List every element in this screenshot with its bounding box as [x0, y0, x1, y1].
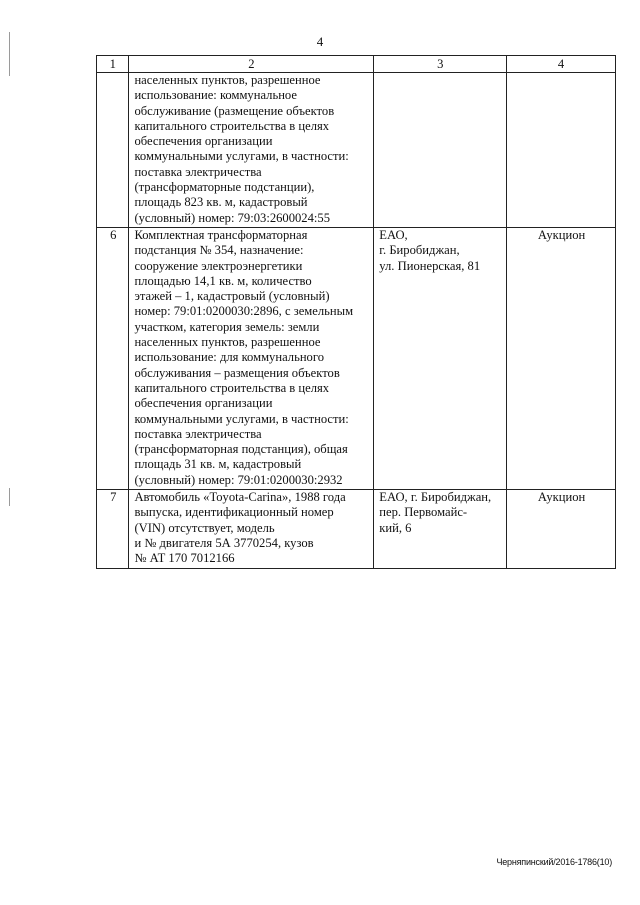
description-line: использование: коммунальное: [134, 88, 297, 103]
description-cell: [129, 490, 374, 568]
description-line: поставка электричества: [134, 164, 262, 179]
table-row: [97, 73, 616, 228]
description-line: участком, категория земель: земли: [134, 319, 320, 334]
scan-margin-mark: [9, 488, 10, 506]
description-line: капитального строительства в целях: [134, 118, 330, 133]
description-line: этажей – 1, кадастровый (условный): [134, 289, 330, 304]
table-body: [97, 73, 616, 569]
sale-method-cell: [507, 73, 616, 228]
description-cell: [129, 227, 374, 489]
description-line: площадь 31 кв. м, кадастровый: [134, 457, 302, 472]
address-line: ул. Пионерская, 81: [379, 258, 481, 273]
description-line: подстанция № 354, назначение:: [134, 243, 304, 258]
description-line: сооружение электроэнергетики: [134, 258, 303, 273]
address-cell: [374, 227, 507, 489]
description-line: номер: 79:01:0200030:2896, с земельным: [134, 304, 354, 319]
address-line: ЕАО,: [379, 227, 408, 242]
column-header: 3: [374, 56, 507, 73]
description-line: коммунальными услугами, в частности:: [134, 411, 349, 426]
description-line: № АТ 170 7012166: [134, 551, 235, 566]
property-table: [96, 55, 616, 569]
table-header-row: [97, 56, 616, 73]
address-cell: [374, 73, 507, 228]
description-cell: [129, 73, 374, 228]
description-line: и № двигателя 5А 3770254, кузов: [134, 535, 314, 550]
description-line: (трансформаторная подстанция), общая: [134, 442, 348, 457]
column-header: 1: [97, 56, 129, 73]
description-line: обслуживания – размещения объектов: [134, 365, 340, 380]
description-line: (VIN) отсутствует, модель: [134, 520, 275, 535]
address-line: г. Биробиджан,: [379, 243, 460, 258]
address-line: ЕАО, г. Биробиджан,: [379, 490, 492, 505]
description-line: Автомобиль «Toyota-Carina», 1988 года: [134, 490, 346, 505]
description-line: (условный) номер: 79:01:0200030:2932: [134, 472, 343, 487]
row-number-cell: [97, 73, 129, 228]
column-header: 4: [507, 56, 616, 73]
row-number-cell: 7: [97, 490, 129, 568]
row-number-cell: 6: [97, 227, 129, 489]
table-row: [97, 227, 616, 489]
description-line: населенных пунктов, разрешенное: [134, 335, 321, 350]
document-footer-code: Черняпинский/2016-1786(10): [496, 857, 612, 867]
description-line: выпуска, идентификационный номер: [134, 505, 334, 520]
description-line: Комплектная трансформаторная: [134, 227, 308, 242]
description-line: площадью 14,1 кв. м, количество: [134, 273, 312, 288]
description-line: обеспечения организации: [134, 134, 273, 149]
column-header: 2: [129, 56, 374, 73]
address-line: кий, 6: [379, 520, 412, 535]
description-line: коммунальными услугами, в частности:: [134, 149, 349, 164]
description-line: (трансформаторные подстанции),: [134, 180, 315, 195]
description-line: площадь 823 кв. м, кадастровый: [134, 195, 308, 210]
address-cell: [374, 490, 507, 568]
description-line: поставка электричества: [134, 426, 262, 441]
page-number: 4: [316, 34, 324, 49]
description-line: обслуживание (размещение объектов: [134, 103, 335, 118]
description-line: (условный) номер: 79:03:2600024:55: [134, 210, 330, 225]
address-line: пер. Первомайс-: [379, 505, 468, 520]
description-line: обеспечения организации: [134, 396, 273, 411]
sale-method-cell: Аукцион: [507, 490, 616, 568]
scan-margin-mark: [9, 32, 10, 76]
sale-method-cell: Аукцион: [507, 227, 616, 489]
description-line: населенных пунктов, разрешенное: [134, 73, 321, 87]
table-row: [97, 490, 616, 568]
description-line: капитального строительства в целях: [134, 380, 330, 395]
description-line: использование: для коммунального: [134, 350, 325, 365]
